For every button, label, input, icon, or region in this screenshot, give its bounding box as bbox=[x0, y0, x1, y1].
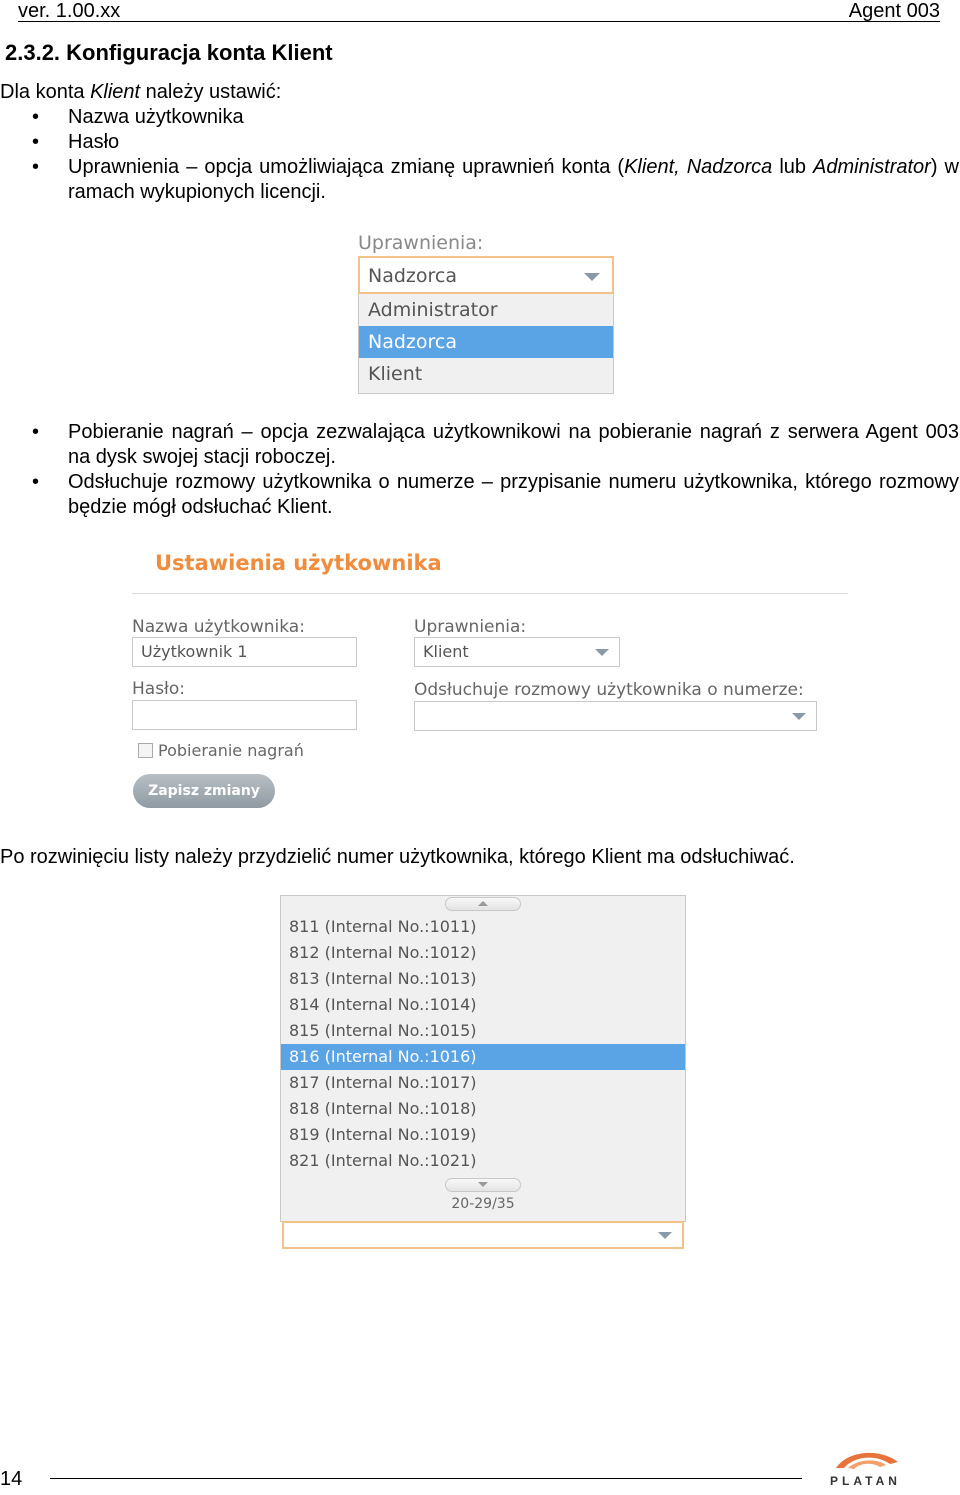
chevron-down-icon bbox=[595, 649, 609, 656]
permissions-dropdown-screenshot bbox=[356, 230, 616, 398]
save-button[interactable]: Zapisz zmiany bbox=[133, 774, 275, 808]
arrow-up-icon bbox=[478, 901, 488, 906]
intro-paragraph: Dla konta Klient należy ustawić: bbox=[0, 81, 282, 103]
footer-rule bbox=[50, 1478, 802, 1479]
bullet-list-fields bbox=[0, 105, 960, 205]
section-title: 2.3.2. Konfiguracja konta Klient bbox=[5, 40, 333, 65]
chevron-down-icon bbox=[792, 713, 806, 720]
permissions-options bbox=[358, 294, 614, 394]
list-item: • Pobieranie nagrań – opcja zezwalająca użytkownikowi na pobieranie nagrań z serwera Agent 003 na dysk swojej stacji roboczej. bbox=[0, 420, 960, 470]
list-item[interactable]: 813 (Internal No.:1013) bbox=[289, 969, 477, 988]
listen-label: Odsłuchuje rozmowy użytkownika o numerze: bbox=[414, 680, 804, 700]
username-input[interactable]: Użytkownik 1 bbox=[132, 637, 357, 667]
list-item[interactable]: 816 (Internal No.:1016) bbox=[281, 1044, 685, 1070]
permissions-label: Uprawnienia: bbox=[414, 617, 527, 637]
list-item: • Odsłuchuje rozmowy użytkownika o numerze – przypisanie numeru użytkownika, którego rozmowy będzie mógł odsłuchać Klient. bbox=[0, 470, 960, 520]
page-number: 14 bbox=[0, 1468, 23, 1490]
user-settings-screenshot bbox=[130, 545, 850, 815]
download-checkbox[interactable] bbox=[138, 743, 153, 758]
permissions-select[interactable]: Klient bbox=[414, 637, 620, 667]
bullet-list-options bbox=[0, 420, 960, 520]
logo-text: PLATAN bbox=[830, 1474, 901, 1488]
platan-logo bbox=[818, 1448, 913, 1490]
option-nadzorca[interactable]: Nadzorca bbox=[359, 326, 613, 358]
scroll-down-button[interactable] bbox=[445, 1178, 521, 1192]
list-item: • Uprawnienia – opcja umożliwiająca zmianę uprawnień konta (Klient, Nadzorca lub Administrator) w ramach wykupionych licencji. bbox=[0, 155, 960, 205]
number-list-screenshot bbox=[280, 895, 686, 1251]
permissions-select[interactable] bbox=[358, 256, 614, 294]
list-item[interactable]: 814 (Internal No.:1014) bbox=[289, 995, 477, 1014]
number-list-panel bbox=[280, 895, 686, 1222]
option-administrator[interactable]: Administrator bbox=[368, 299, 498, 321]
document-product: Agent 003 bbox=[848, 0, 940, 22]
pager-text: 20-29/35 bbox=[451, 1196, 515, 1212]
chevron-down-icon bbox=[658, 1232, 672, 1239]
username-label: Nazwa użytkownika: bbox=[132, 617, 305, 637]
download-label: Pobieranie nagrań bbox=[158, 741, 304, 760]
list-item[interactable]: 812 (Internal No.:1012) bbox=[289, 943, 477, 962]
list-item[interactable]: 821 (Internal No.:1021) bbox=[289, 1151, 477, 1170]
listen-number-select[interactable] bbox=[282, 1221, 684, 1249]
after-text: Po rozwinięciu listy należy przydzielić numer użytkownika, którego Klient ma odsłuchiwać. bbox=[0, 846, 795, 868]
list-item[interactable]: 819 (Internal No.:1019) bbox=[289, 1125, 477, 1144]
scroll-up-button[interactable] bbox=[445, 897, 521, 911]
password-input[interactable] bbox=[132, 700, 357, 730]
document-version: ver. 1.00.xx bbox=[18, 0, 121, 22]
list-item[interactable]: 818 (Internal No.:1018) bbox=[289, 1099, 477, 1118]
settings-title: Ustawienia użytkownika bbox=[155, 551, 442, 575]
list-item[interactable]: 811 (Internal No.:1011) bbox=[289, 917, 477, 936]
settings-divider bbox=[132, 593, 848, 594]
chevron-down-icon bbox=[584, 273, 600, 281]
permissions-label: Uprawnienia: bbox=[358, 232, 484, 254]
header-rule bbox=[18, 21, 940, 22]
permissions-selected-value: Nadzorca bbox=[368, 265, 457, 287]
option-klient[interactable]: Klient bbox=[368, 363, 423, 385]
arrow-down-icon bbox=[478, 1182, 488, 1187]
list-item: • Hasło bbox=[0, 130, 960, 155]
listen-number-select[interactable] bbox=[414, 701, 817, 731]
list-item[interactable]: 817 (Internal No.:1017) bbox=[289, 1073, 477, 1092]
list-item[interactable]: 815 (Internal No.:1015) bbox=[289, 1021, 477, 1040]
number-options bbox=[281, 914, 685, 1174]
password-label: Hasło: bbox=[132, 679, 186, 699]
list-item: • Nazwa użytkownika bbox=[0, 105, 960, 130]
